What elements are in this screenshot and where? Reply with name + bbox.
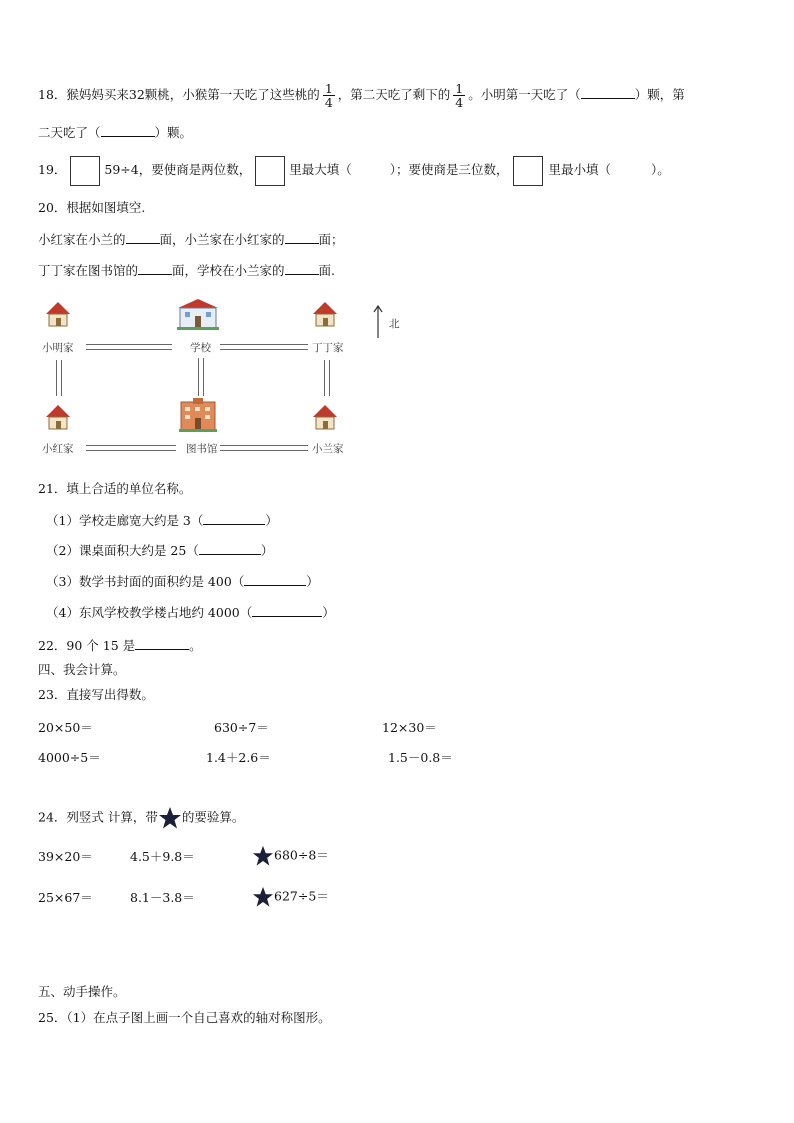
q21-item-1	[46, 512, 278, 528]
house-icon	[312, 404, 338, 430]
q23-expr-1: 20×50＝	[38, 720, 93, 735]
q20-line1	[38, 231, 344, 247]
answer-blank[interactable]	[285, 262, 319, 275]
q20-title: 20．根据如图填空.	[38, 200, 146, 215]
place-label-xiaolan: 小兰家	[312, 443, 344, 455]
place-label-library: 图书馆	[186, 443, 218, 455]
digit-box[interactable]	[70, 156, 100, 186]
star-icon	[252, 886, 274, 908]
q24-title-text-2: 的要验算。	[181, 809, 245, 825]
answer-blank[interactable]	[244, 573, 306, 586]
q23-expr-2: 630÷7＝	[214, 720, 269, 735]
q24-expr-3-wrap	[252, 845, 329, 867]
q22-end: 。	[189, 638, 202, 653]
q21-item-close: ）	[322, 605, 335, 620]
q24-expr-1: 39×20＝	[38, 849, 93, 864]
fraction-denominator: 4	[324, 95, 333, 111]
fraction-numerator: 1	[455, 81, 464, 96]
house-icon	[45, 301, 71, 327]
road-vertical	[324, 360, 330, 396]
house-icon	[312, 301, 338, 327]
q23-expr-4: 4000÷5＝	[38, 750, 101, 765]
place-label-xiaohong: 小红家	[42, 443, 74, 455]
q21-item-2	[46, 542, 273, 558]
q18-line1	[38, 82, 685, 109]
fraction-numerator: 1	[324, 81, 333, 96]
fraction-denominator: 4	[455, 95, 464, 111]
q19-number: 19．	[38, 162, 67, 177]
answer-blank[interactable]	[126, 231, 160, 244]
place-label-school: 学校	[190, 342, 211, 354]
q23-expr-6: 1.5－0.8＝	[388, 750, 453, 765]
north-arrow-icon	[373, 304, 383, 340]
q20-text-2a: 丁丁家在图书馆的	[38, 263, 139, 278]
q22-line	[38, 637, 202, 653]
q25-text: 25．（1）在点子图上画一个自己喜欢的轴对称图形。	[38, 1010, 331, 1025]
q24-title	[38, 806, 244, 830]
q24-expr-3: 680÷8＝	[274, 847, 329, 863]
q18-text-6: ）颗。	[154, 125, 193, 140]
q24-expr-6-wrap	[252, 886, 329, 908]
q19-line	[38, 155, 670, 185]
q24-expr-5: 8.1－3.8＝	[130, 890, 195, 905]
q18-text-3: 。小明第一天吃了（	[468, 87, 581, 103]
q21-item-close: ）	[265, 513, 278, 528]
direction-map	[36, 296, 436, 460]
answer-blank[interactable]	[581, 86, 635, 99]
q18-text-5: 二天吃了（	[38, 125, 101, 140]
q19-text-a: 59÷4，要使商是两位数，	[104, 162, 252, 177]
q20-line2	[38, 262, 335, 278]
q22-text: 22．90 个 15 是	[38, 638, 136, 653]
q23-expr-3: 12×30＝	[382, 720, 437, 735]
digit-box[interactable]	[513, 156, 543, 186]
q19-text-d: 里最小填（	[548, 162, 612, 177]
q18-line2	[38, 124, 192, 140]
q21-item-text: （2）课桌面积大约是 25（	[46, 543, 199, 558]
star-icon	[158, 806, 182, 830]
road-horizontal	[220, 445, 308, 451]
q19-text-e: ）。	[651, 162, 670, 177]
q18-fraction-1	[323, 82, 335, 109]
q20-text-2b: 面，学校在小兰家的	[172, 263, 285, 278]
q21-item-text: （1）学校走廊宽大约是 3（	[46, 513, 204, 528]
q23-expr-5: 1.4＋2.6＝	[206, 750, 271, 765]
q20-text-1b: 面，小兰家在小红家的	[159, 232, 285, 247]
q21-title: 21．填上合适的单位名称。	[38, 481, 192, 496]
answer-blank[interactable]	[101, 124, 155, 137]
place-label-dingding: 丁丁家	[312, 342, 344, 354]
answer-blank[interactable]	[203, 512, 265, 525]
q21-item-text: （3）数学书封面的面积约是 400（	[46, 574, 245, 589]
library-building-icon	[179, 398, 217, 432]
q18-text-2: ，第二天吃了剩下的	[337, 87, 451, 103]
q20-text-1a: 小红家在小兰的	[38, 232, 126, 247]
star-icon	[252, 845, 274, 867]
q23-title: 23．直接写出得数。	[38, 687, 154, 702]
q18-fraction-2	[453, 82, 465, 109]
answer-blank[interactable]	[135, 637, 189, 650]
road-horizontal	[220, 344, 308, 350]
answer-blank[interactable]	[199, 542, 261, 555]
q19-text-c: ）；要使商是三位数，	[389, 162, 509, 177]
q24-title-text: 24．列竖式 计算，带	[38, 809, 158, 825]
answer-blank[interactable]	[252, 604, 322, 617]
q21-item-text: （4）东风学校教学楼占地约 4000（	[46, 605, 253, 620]
q24-expr-6: 627÷5＝	[274, 888, 329, 904]
answer-blank[interactable]	[285, 231, 319, 244]
q24-expr-2: 4.5＋9.8＝	[130, 849, 195, 864]
road-horizontal	[86, 445, 176, 451]
q19-text-b: 里最大填（	[289, 162, 352, 177]
digit-box[interactable]	[255, 156, 285, 186]
q20-text-1c: 面；	[318, 232, 344, 247]
section-5-heading: 五、动手操作。	[38, 984, 126, 999]
north-label: 北	[389, 318, 400, 330]
q21-item-4	[46, 604, 335, 620]
q21-item-close: ）	[306, 574, 319, 589]
place-label-xiaoming: 小明家	[42, 342, 74, 354]
q18-text-4: ）颗，第	[634, 87, 685, 103]
road-horizontal	[86, 344, 172, 350]
q21-item-3	[46, 573, 319, 589]
house-icon	[45, 404, 71, 430]
answer-blank[interactable]	[138, 262, 172, 275]
q21-item-close: ）	[260, 543, 274, 558]
road-vertical	[56, 360, 62, 396]
q18-text-1: 18．猴妈妈买来32颗桃，小猴第一天吃了这些桃的	[38, 87, 320, 103]
school-building-icon	[177, 298, 219, 330]
road-vertical	[198, 358, 204, 396]
q24-expr-4: 25×67＝	[38, 890, 93, 905]
section-4-heading: 四、我会计算。	[38, 662, 126, 677]
q20-text-2c: 面.	[318, 263, 336, 278]
